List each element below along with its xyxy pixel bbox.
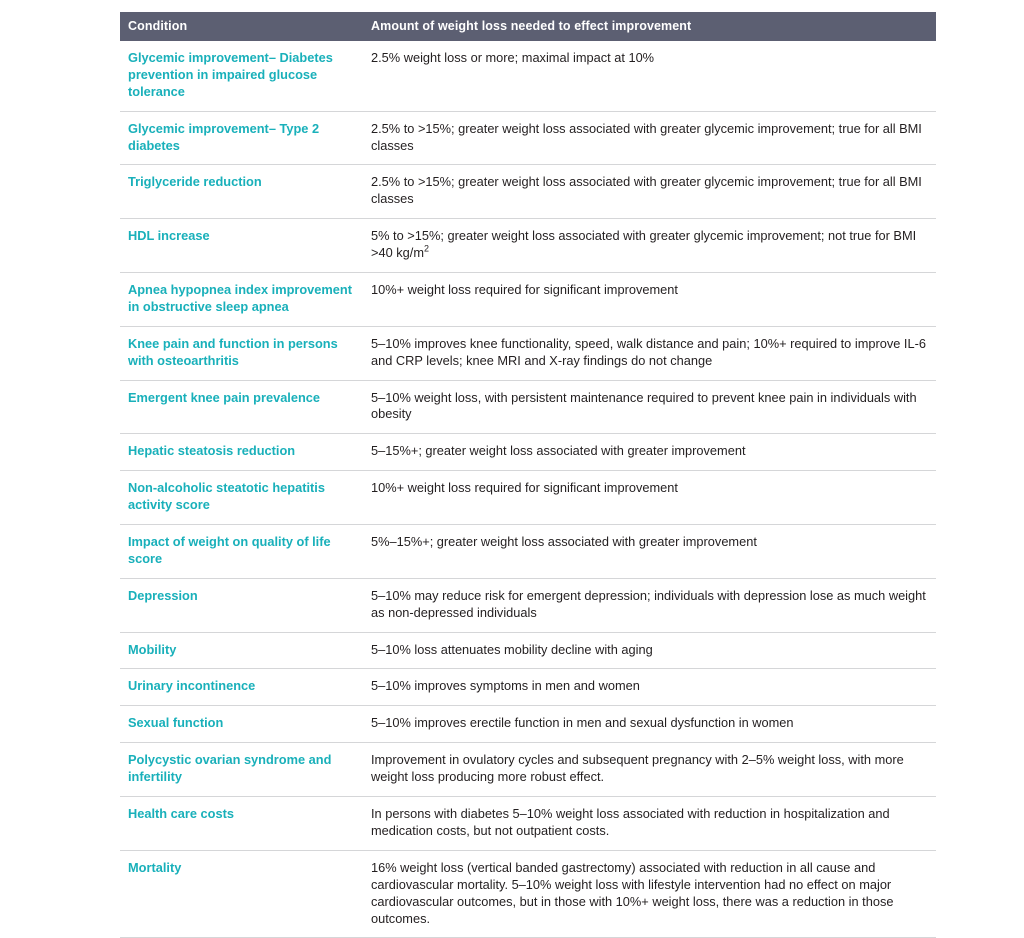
table-row: [120, 41, 936, 111]
column-header-condition: Condition: [120, 12, 363, 41]
cell-condition: Mortality: [120, 850, 363, 938]
cell-amount: 5–10% may reduce risk for emergent depression; individuals with depression lose as much weight as non-depressed individuals: [363, 578, 936, 632]
cell-amount-superscript: 2: [424, 243, 430, 254]
table-row: [120, 380, 936, 434]
cell-condition: Apnea hypopnea index improvement in obstructive sleep apnea: [120, 273, 363, 327]
table-row: [120, 111, 936, 165]
table-row: [120, 434, 936, 471]
cell-amount: 16% weight loss (vertical banded gastrectomy) associated with reduction in all cause and cardiovascular mortality. 5–10% weight loss with lifestyle intervention had no effect on major cardiovascular outcomes, but in those with 10%+ weight loss, there was a reduction in those outcomes.: [363, 850, 936, 938]
table-row: [120, 706, 936, 743]
cell-amount: 5–10% improves erectile function in men and sexual dysfunction in women: [363, 706, 936, 743]
cell-amount: 5–10% weight loss, with persistent maintenance required to prevent knee pain in individuals with obesity: [363, 380, 936, 434]
cell-amount: In persons with diabetes 5–10% weight loss associated with reduction in hospitalization and medication costs, but not outpatient costs.: [363, 797, 936, 851]
table-row: [120, 850, 936, 938]
cell-condition: Glycemic improvement– Type 2 diabetes: [120, 111, 363, 165]
cell-condition: Polycystic ovarian syndrome and infertility: [120, 743, 363, 797]
table-header: [120, 12, 936, 41]
cell-condition: Sexual function: [120, 706, 363, 743]
cell-amount: 5–15%+; greater weight loss associated with greater improvement: [363, 434, 936, 471]
cell-condition: Knee pain and function in persons with osteoarthritis: [120, 326, 363, 380]
table-row: [120, 165, 936, 219]
cell-condition: Health care costs: [120, 797, 363, 851]
cell-condition: Glycemic improvement– Diabetes prevention in impaired glucose tolerance: [120, 41, 363, 111]
weight-loss-benefits-table: [120, 12, 926, 938]
cell-condition: Urinary incontinence: [120, 669, 363, 706]
table-body: [120, 41, 936, 938]
cell-amount: 5–10% loss attenuates mobility decline with aging: [363, 632, 936, 669]
table-row: [120, 743, 936, 797]
cell-condition: Emergent knee pain prevalence: [120, 380, 363, 434]
table-row: [120, 578, 936, 632]
table-row: [120, 273, 936, 327]
cell-amount-text: 5% to >15%; greater weight loss associated with greater glycemic improvement; not true for BMI >40 kg/m: [371, 228, 917, 261]
cell-condition: Hepatic steatosis reduction: [120, 434, 363, 471]
cell-condition: Depression: [120, 578, 363, 632]
column-header-amount: Amount of weight loss needed to effect improvement: [363, 12, 936, 41]
cell-amount: 5%–15%+; greater weight loss associated with greater improvement: [363, 525, 936, 579]
cell-amount: 5–10% improves knee functionality, speed, walk distance and pain; 10%+ required to improve IL-6 and CRP levels; knee MRI and X-ray findings do not change: [363, 326, 936, 380]
table-row: [120, 797, 936, 851]
cell-amount: 2.5% weight loss or more; maximal impact at 10%: [363, 41, 936, 111]
table-row: [120, 326, 936, 380]
table: [120, 12, 936, 938]
table-row: [120, 219, 936, 273]
cell-amount: 10%+ weight loss required for significant improvement: [363, 273, 936, 327]
cell-amount: Improvement in ovulatory cycles and subsequent pregnancy with 2–5% weight loss, with more weight loss producing more robust effect.: [363, 743, 936, 797]
cell-condition: Non-alcoholic steatotic hepatitis activity score: [120, 471, 363, 525]
table-header-row: [120, 12, 936, 41]
table-row: [120, 632, 936, 669]
cell-amount: 2.5% to >15%; greater weight loss associated with greater glycemic improvement; true for all BMI classes: [363, 111, 936, 165]
table-row: [120, 669, 936, 706]
cell-amount: 2.5% to >15%; greater weight loss associated with greater glycemic improvement; true for all BMI classes: [363, 165, 936, 219]
cell-amount: 5–10% improves symptoms in men and women: [363, 669, 936, 706]
cell-amount: [363, 219, 936, 273]
table-row: [120, 471, 936, 525]
cell-condition: Mobility: [120, 632, 363, 669]
table-row: [120, 525, 936, 579]
cell-condition: HDL increase: [120, 219, 363, 273]
cell-condition: Triglyceride reduction: [120, 165, 363, 219]
cell-condition: Impact of weight on quality of life score: [120, 525, 363, 579]
cell-amount: 10%+ weight loss required for significant improvement: [363, 471, 936, 525]
